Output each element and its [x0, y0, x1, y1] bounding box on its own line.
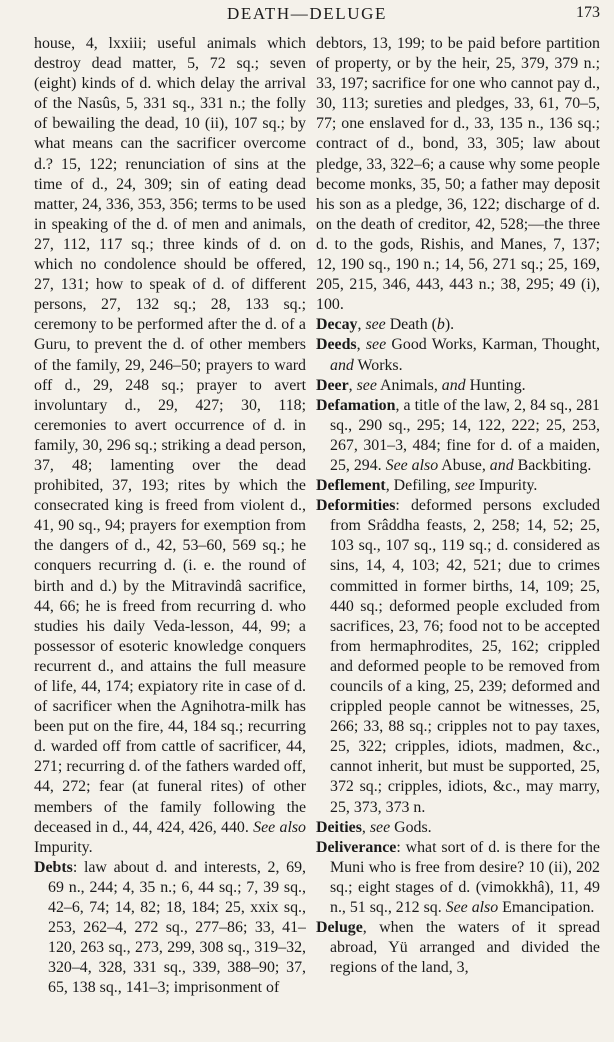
entry-headword: Deities — [316, 818, 362, 836]
entry-headword: Deflement — [316, 477, 386, 495]
cross-reference: see — [356, 376, 377, 394]
cross-reference: and — [330, 356, 354, 374]
cross-reference: and — [489, 456, 514, 474]
entry-text: debtors, 13, 199; to be paid before partition of property, or by the heir, 25, 379, 379 n.; 33, 197; sacrifice for one who cannot pay d., 30, 113; sureties and pledges, 33, 61, 70–5, 77; one enslaved for d., 33, 135 n., 136 sq.; contract of d., bond, 33, 305; law about pledge, 33, 322–6; a cause why some people become monks, 35, 50; a father may deposit his son as a pledge, 36, 122; discharge of d. on the death of creditor, 42, 528;—the three d. to the gods, Rishis, and Manes, 7, 137; 12, 190 sq., 190 n.; 14, 56, 271 sq.; 25, 169, 205, 215, 346, 443, 443 n.; 38, 295; 49 (i), 100. — [316, 35, 600, 314]
entry-text: Emancipation. — [498, 899, 595, 917]
entry-headword: Decay — [316, 316, 358, 334]
entry-text: Backbiting. — [513, 456, 592, 474]
entry-text: ). — [444, 316, 455, 334]
cross-reference: see — [365, 336, 387, 354]
entry-headword: Deer — [316, 376, 349, 394]
entry-text: Abuse, — [438, 456, 490, 474]
entry-text: Good Works, Karman, Thought, — [386, 336, 600, 354]
index-entry — [316, 476, 600, 496]
right-column — [316, 34, 600, 1034]
index-entry — [316, 838, 600, 918]
index-entry — [316, 335, 600, 375]
page-number: 173 — [576, 4, 600, 21]
continued-entry — [316, 34, 600, 315]
cross-reference: See also — [385, 456, 439, 474]
running-head — [0, 2, 614, 24]
entry-headword: Debts — [34, 858, 73, 876]
entry-headword: Defamation — [316, 396, 396, 414]
entry-text: Impurity. — [474, 477, 538, 495]
entry-text: , when the waters of it spread abroad, Yü arranged and divided the regions of the land, 3, — [330, 919, 600, 977]
entry-headword: Deliverance — [316, 838, 397, 856]
entry-text: Animals, — [376, 376, 442, 394]
index-entry — [316, 376, 600, 396]
cross-reference: see — [454, 477, 475, 495]
entry-text: house, 4, lxxiii; useful animals which destroy dead matter, 5, 72 sq.; seven (eight) kinds of d. which delay the arrival of the Nasûs, 5, 331 sq., 331 n.; the folly of bewailing the dead, 10 (ii), 107 sq.; by what means can the sacrificer overcome d.? 15, 122; renunciation of sins at the time of d., 24, 309; sin of eating dead matter, 24, 336, 353, 356; terms to be used in speaking of the d. of men and animals, 27, 112, 117 sq.; three kinds of d. on which no condolence should be offered, 27, 131; how to speak of d. of different persons, 27, 132 sq.; 28, 133 sq.; ceremony to be performed after the d. of a Guru, to prevent the d. of other members of the family, 29, 246–50; prayers to ward off d., 29, 248 sq.; prayer to avert involuntary d., 29, 427; 30, 118; ceremonies to avert occurrence of d. in family, 30, 296 sq.; striking a dead person, 37, 48; lamenting over the dead prohibited, 37, 193; rites by which the consecrated king is freed from violent d., 41, 90 sq., 94; prayers for exemption from the dangers of d., 42, 53–60, 569 sq.; he conquers recurring d. (i. e. the round of birth and d.) by the Mitravindâ sacrifice, 44, 66; he is freed from recurring d. who studies his daily Veda-lesson, 44, 99; a possessor of esoteric knowledge conquers recurrent d., and attains the full measure of life, 44, 174; expiatory rite in case of d. of sacrificer when the Agnihotra-milk has been put on the fire, 44, 184 sq.; recurring d. warded off from cattle of sacrificer, 44, 271; recurring d. of the fathers warded off, 44, 272; fear (at funeral rites) of other members of the family following the deceased in d., 44, 424, 426, 440. — [34, 35, 306, 836]
entry-text: , — [357, 316, 366, 334]
entry-text: , — [348, 376, 357, 394]
index-entry — [316, 315, 600, 335]
index-entry — [34, 858, 306, 999]
index-entry — [316, 496, 600, 818]
entry-headword: Deformities — [316, 497, 396, 515]
entry-text: Gods. — [390, 818, 432, 836]
cross-reference: see — [369, 818, 391, 836]
entry-headword: Deluge — [316, 919, 363, 937]
left-column — [34, 34, 306, 1034]
entry-text: Impurity. — [34, 838, 93, 856]
entry-text: : deformed persons excluded from Srâddha feasts, 2, 258; 14, 52; 25, 103 sq., 107 sq., 119 sq.; d. considered as sins, 14, 4, 103; 42, 521; due to crimes committed in former births, 14, 109; 25, 440 sq.; deformed people excluded from sacrifices, 23, 76; food not to be accepted from hermaphrodites, 25, 162; crippled and deformed people to be removed from councils of a king, 25, 239; deformed and crippled people cannot be witnesses, 25, 266; 33, 88 sq.; cripples not to pay taxes, 25, 322; cripples, idiots, madmen, &c., cannot inherit, but must be supported, 25, 372 sq.; cripples, idiots, &c., may marry, 25, 373, 373 n. — [330, 497, 600, 816]
entry-headword: Deeds — [316, 336, 357, 354]
entry-text: , Defiling, — [385, 477, 455, 495]
entry-text: Death ( — [385, 316, 437, 334]
entry-text: , — [356, 336, 366, 354]
entry-text: , — [361, 818, 370, 836]
page-title: DEATH—DELUGE — [227, 4, 387, 23]
entry-text: : what sort of d. is there for the Muni who is free from desire? 10 (ii), 202 sq.; eight stages of d. (vimokkhâ), 11, 49 n., 51 sq., 212 sq. — [330, 838, 600, 917]
cross-reference: b — [436, 316, 445, 334]
cross-reference: See also — [445, 899, 499, 917]
entry-text: : law about d. and interests, 2, 69, 69 n., 244; 4, 35 n.; 6, 44 sq.; 7, 39 sq., 42–6, 74; 14, 82; 18, 184; 25, xxix sq., 253, 262–4, 272 sq., 277–86; 33, 41–120, 263 sq., 273, 299, 308 sq., 319–32, 320–4, 328, 331 sq., 339, 388–90; 37, 65, 138 sq., 141–3; imprisonment of — [48, 858, 306, 997]
cross-reference: and — [441, 376, 466, 394]
index-entry — [316, 918, 600, 978]
index-entry — [316, 818, 600, 838]
cross-reference: See also — [253, 818, 306, 836]
entry-text: , a title of the law, 2, 84 sq., 281 sq., 290 sq., 295; 14, 122, 222; 25, 253, 267, 301–3, 484; fine for d. of a maiden, 25, 294. — [330, 396, 600, 474]
entry-text: Hunting. — [465, 376, 526, 394]
index-entry — [316, 396, 600, 476]
continued-entry — [34, 34, 306, 858]
entry-text: Works. — [353, 356, 403, 374]
cross-reference: see — [365, 316, 386, 334]
